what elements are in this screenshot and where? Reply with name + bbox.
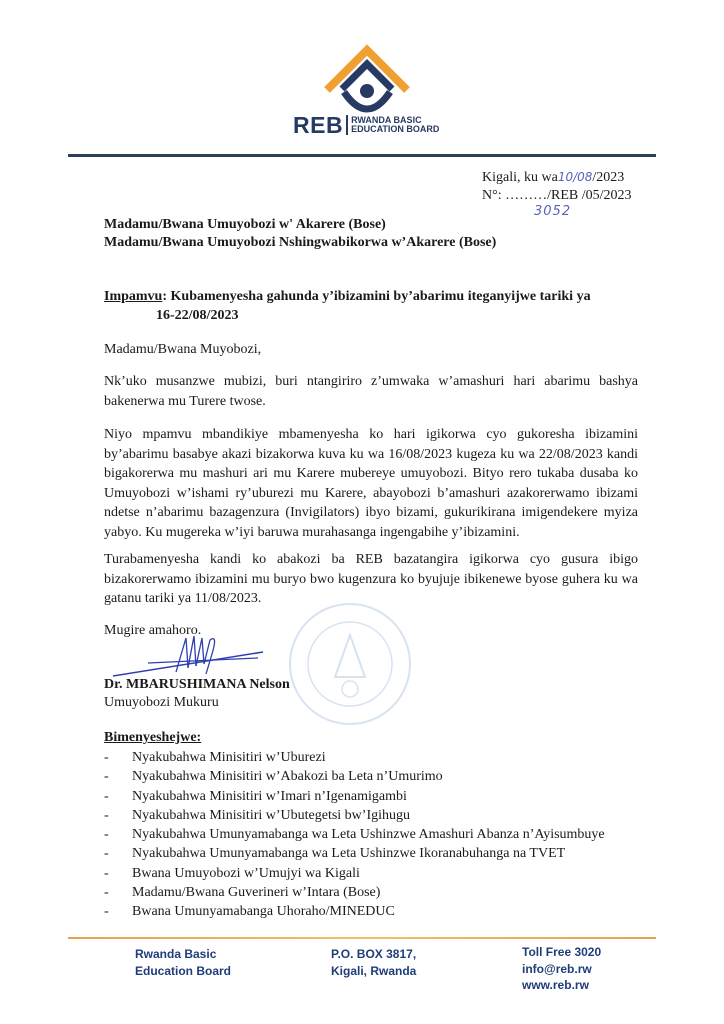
footer-email-link[interactable]: info@reb.rw <box>522 961 592 976</box>
footer-org-line2: Education Board <box>135 963 232 978</box>
bullet: - <box>104 846 109 862</box>
cc-item <box>104 844 605 863</box>
cc-item-text: Nyakubahwa Umunyamabanga wa Leta Ushinzwe Ikoranabuhanga na TVET <box>132 846 566 862</box>
footer-website-link[interactable]: www.reb.rw <box>522 978 589 992</box>
closing: Mugire amahoro. <box>104 623 202 638</box>
footer-contact <box>522 944 601 994</box>
date-block <box>482 168 632 218</box>
subject-line2: 16-22/08/2023 <box>156 308 239 323</box>
handwritten-date: 10/08 <box>557 170 593 184</box>
bullet: - <box>104 788 109 804</box>
handwritten-reference-number: 3052 <box>534 204 572 219</box>
cc-list <box>104 748 605 922</box>
cc-item <box>104 787 605 806</box>
bullet: - <box>104 865 109 881</box>
cc-item <box>104 902 605 921</box>
bullet: - <box>104 750 109 765</box>
cc-item-text: Nyakubahwa Minisitiri w’Ubutegetsi bw’Igihugu <box>132 807 411 823</box>
date-year: /2023 <box>592 170 625 185</box>
cc-item-text: Nyakubahwa Minisitiri w’Abakozi ba Leta n’Umurimo <box>132 769 443 785</box>
reference-line: N°: ………/REB /05/2023 <box>482 188 632 203</box>
cc-item-text: Madamu/Bwana Guverineri w’Intara (Bose) <box>132 885 381 901</box>
cc-item-text: Nyakubahwa Minisitiri w’Imari n’Igenamigambi <box>132 788 407 804</box>
official-seal-icon <box>285 597 415 732</box>
cc-item-text: Nyakubahwa Minisitiri w’Uburezi <box>132 750 326 765</box>
subject-line1: : Kubamenyesha gahunda y’ibizamini by’abarimu iteganyijwe tariki ya <box>162 289 591 304</box>
footer-divider <box>68 937 656 939</box>
bullet: - <box>104 904 109 920</box>
addressee: Madamu/Bwana Umuyobozi Nshingwabikorwa w’Akarere (Bose) <box>104 235 497 250</box>
footer-address-line2: Kigali, Rwanda <box>331 963 417 978</box>
cc-item <box>104 883 605 902</box>
logo-abbrev: REB <box>293 112 344 138</box>
cc-item-text: Bwana Umunyamabanga Uhoraho/MINEDUC <box>132 904 395 920</box>
addressees <box>104 216 496 252</box>
cc-item <box>104 748 605 767</box>
footer-address-line1: P.O. BOX 3817, <box>331 947 417 961</box>
footer-organization <box>135 946 231 979</box>
body-paragraph: Niyo mpamvu mbandikiye mbamenyesha ko hari igikorwa cyo gukoresha ibizamini by’abarimu basabye akazi bizakorwa kuva ku wa 16/08/2023 kugeza ku wa 22/08/2023 kandi bigakorerwa mu mashuri ari mu Karere mubereye umuyobozi. Bityo rero tukaba dusaba ko Umuyobozi w’ishami ry’uburezi mu Karere, abayobozi b’amashuri azakorerwamo ibizami ndetse n’abarimu bazagenzura (Invigilators) ibyo bizami, gukurikirana imigendekere myiza yabyo. Ku mugereka w’iyi baruwa murahasanga ingengabihe y’ibizamini. <box>104 427 638 540</box>
cc-title: Bimenyeshejwe: <box>104 730 202 745</box>
date-line <box>482 168 632 187</box>
logo-wordmark <box>293 114 439 136</box>
footer-toll-free: Toll Free 3020 <box>522 945 602 959</box>
logo-fullname <box>351 116 439 135</box>
bullet: - <box>104 807 109 823</box>
cc-item <box>104 864 605 883</box>
subject <box>104 287 634 325</box>
addressee: Madamu/Bwana Umuyobozi w' Akarere (Bose) <box>104 217 386 232</box>
cc-item-text: Bwana Umuyobozi w’Umujyi wa Kigali <box>132 865 360 881</box>
bullet: - <box>104 769 109 785</box>
body-paragraph: Turabamenyesha kandi ko abakozi ba REB bazatangira igikorwa cyo gusura ibigo bizakorerwamo ibizamini mu buryo bwo kugenzura ko byujuje ibikenewe byose guhera ku wa gatanu tariki ya 11/08/2023. <box>104 552 638 606</box>
cc-item <box>104 825 605 844</box>
signature-icon <box>108 630 268 680</box>
bullet: - <box>104 885 109 901</box>
logo-separator <box>346 115 348 135</box>
header-divider <box>68 154 656 157</box>
bullet: - <box>104 827 109 843</box>
date-prefix: Kigali, ku wa <box>482 170 558 185</box>
signatory-name: Dr. MBARUSHIMANA Nelson <box>104 677 290 692</box>
cc-item <box>104 767 605 786</box>
cc-item <box>104 806 605 825</box>
signatory-title: Umuyobozi Mukuru <box>104 695 219 710</box>
footer-address <box>331 946 416 979</box>
logo-line1: RWANDA BASIC <box>351 114 422 125</box>
body-paragraph: Nk’uko musanzwe mubizi, buri ntangiriro z’umwaka w’amashuri hari abarimu bashya bakenerwa mu Turere twose. <box>104 374 638 409</box>
subject-label: Impamvu <box>104 289 163 304</box>
cc-item-text: Nyakubahwa Umunyamabanga wa Leta Ushinzwe Amashuri Abanza n’Ayisumbuye <box>132 827 605 843</box>
footer-org-line1: Rwanda Basic <box>135 947 217 961</box>
salutation: Madamu/Bwana Muyobozi, <box>104 342 262 357</box>
logo-line2: EDUCATION BOARD <box>351 124 440 134</box>
